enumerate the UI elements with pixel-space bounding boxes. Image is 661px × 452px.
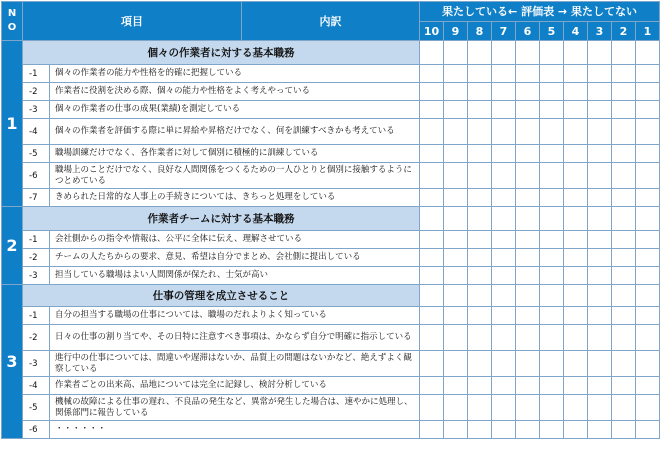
criterion-text: きめられた日常的な人事上の手続きについては、きちっと処理をしている xyxy=(50,189,420,207)
rating-cell[interactable] xyxy=(492,65,516,83)
rating-cell[interactable] xyxy=(636,41,660,65)
rating-cell[interactable] xyxy=(636,83,660,101)
criterion-row xyxy=(2,145,660,163)
rating-cell[interactable] xyxy=(540,377,564,395)
rating-cell[interactable] xyxy=(468,421,492,439)
rating-cell[interactable] xyxy=(588,267,612,285)
rating-cell[interactable] xyxy=(492,307,516,325)
header-row xyxy=(2,2,660,22)
rating-cell[interactable] xyxy=(564,189,588,207)
rating-cell[interactable] xyxy=(540,189,564,207)
rating-cell[interactable] xyxy=(516,249,540,267)
rating-cell[interactable] xyxy=(420,101,444,119)
rating-cell[interactable] xyxy=(564,377,588,395)
rating-cell[interactable] xyxy=(516,285,540,307)
rating-cell[interactable] xyxy=(516,395,540,421)
rating-cell[interactable] xyxy=(444,41,468,65)
rating-cell[interactable] xyxy=(444,65,468,83)
rating-cell[interactable] xyxy=(444,189,468,207)
rating-cell[interactable] xyxy=(444,377,468,395)
rating-cell[interactable] xyxy=(468,377,492,395)
rating-cell[interactable] xyxy=(588,307,612,325)
criterion-subnumber: -5 xyxy=(23,395,50,421)
rating-cell[interactable] xyxy=(636,377,660,395)
rating-cell[interactable] xyxy=(588,231,612,249)
criterion-subnumber: -3 xyxy=(23,351,50,377)
criterion-row xyxy=(2,65,660,83)
rating-cell[interactable] xyxy=(516,207,540,231)
rating-cell[interactable] xyxy=(612,267,636,285)
rating-cell[interactable] xyxy=(516,65,540,83)
rating-cell[interactable] xyxy=(444,267,468,285)
section-title: 仕事の管理を成立させること xyxy=(23,285,420,307)
rating-cell[interactable] xyxy=(540,395,564,421)
rating-cell[interactable] xyxy=(636,351,660,377)
rating-cell[interactable] xyxy=(444,119,468,145)
rating-cell[interactable] xyxy=(420,145,444,163)
criterion-row xyxy=(2,231,660,249)
rating-cell[interactable] xyxy=(468,267,492,285)
rating-cell[interactable] xyxy=(468,285,492,307)
rating-cell[interactable] xyxy=(612,231,636,249)
rating-cell[interactable] xyxy=(492,145,516,163)
rating-cell[interactable] xyxy=(612,395,636,421)
rating-cell[interactable] xyxy=(516,325,540,351)
rating-cell[interactable] xyxy=(612,351,636,377)
rating-cell[interactable] xyxy=(564,101,588,119)
rating-cell[interactable] xyxy=(636,231,660,249)
rating-cell[interactable] xyxy=(564,231,588,249)
rating-cell[interactable] xyxy=(540,421,564,439)
rating-cell[interactable] xyxy=(420,83,444,101)
rating-cell[interactable] xyxy=(516,377,540,395)
rating-cell[interactable] xyxy=(444,325,468,351)
criterion-text: 職場訓練だけでなく、各作業者に対して個別に積極的に訓練している xyxy=(50,145,420,163)
rating-cell[interactable] xyxy=(516,351,540,377)
scale-number-5: 5 xyxy=(540,22,564,41)
criterion-subnumber: -4 xyxy=(23,119,50,145)
criterion-text: 作業者ごとの出来高、品地については完全に記録し、検討分析している xyxy=(50,377,420,395)
rating-cell[interactable] xyxy=(612,163,636,189)
rating-cell[interactable] xyxy=(612,145,636,163)
rating-cell[interactable] xyxy=(492,395,516,421)
criterion-row xyxy=(2,189,660,207)
criterion-subnumber: -2 xyxy=(23,83,50,101)
rating-cell[interactable] xyxy=(564,421,588,439)
scale-number-2: 2 xyxy=(612,22,636,41)
criterion-row xyxy=(2,83,660,101)
rating-cell[interactable] xyxy=(468,189,492,207)
rating-cell[interactable] xyxy=(612,325,636,351)
criterion-subnumber: -1 xyxy=(23,231,50,249)
rating-cell[interactable] xyxy=(588,189,612,207)
rating-cell[interactable] xyxy=(468,231,492,249)
criterion-subnumber: -6 xyxy=(23,421,50,439)
rating-cell[interactable] xyxy=(612,421,636,439)
rating-cell[interactable] xyxy=(588,395,612,421)
rating-cell[interactable] xyxy=(636,285,660,307)
rating-cell[interactable] xyxy=(636,189,660,207)
rating-cell[interactable] xyxy=(420,351,444,377)
rating-cell[interactable] xyxy=(468,395,492,421)
item-column-header: 項目 xyxy=(23,2,242,41)
rating-cell[interactable] xyxy=(468,307,492,325)
rating-cell[interactable] xyxy=(516,231,540,249)
rating-cell[interactable] xyxy=(516,267,540,285)
rating-cell[interactable] xyxy=(636,267,660,285)
rating-cell[interactable] xyxy=(540,65,564,83)
rating-cell[interactable] xyxy=(492,325,516,351)
criterion-row xyxy=(2,421,660,439)
rating-cell[interactable] xyxy=(444,145,468,163)
rating-cell[interactable] xyxy=(420,307,444,325)
rating-cell[interactable] xyxy=(612,249,636,267)
rating-cell[interactable] xyxy=(564,395,588,421)
rating-cell[interactable] xyxy=(636,325,660,351)
rating-cell[interactable] xyxy=(636,207,660,231)
criterion-text: 作業者に役割を決める際、個々の能力や性格をよく考えやっている xyxy=(50,83,420,101)
criterion-text: 個々の作業者を評価する際に単に昇給や昇格だけでなく、何を訓練すべきかも考えている xyxy=(50,119,420,145)
rating-cell[interactable] xyxy=(420,189,444,207)
rating-cell[interactable] xyxy=(564,351,588,377)
rating-cell[interactable] xyxy=(540,101,564,119)
rating-cell[interactable] xyxy=(468,119,492,145)
criterion-row xyxy=(2,119,660,145)
rating-cell[interactable] xyxy=(516,145,540,163)
criterion-subnumber: -2 xyxy=(23,325,50,351)
rating-cell[interactable] xyxy=(564,119,588,145)
criterion-text: 機械の故障による仕事の遅れ、不良品の発生など、異常が発生した場合は、速やかに処理し、関係部門に報告している xyxy=(50,395,420,421)
rating-cell[interactable] xyxy=(444,231,468,249)
rating-cell[interactable] xyxy=(420,249,444,267)
criterion-text: ・・・・・・ xyxy=(50,421,420,439)
rating-cell[interactable] xyxy=(420,119,444,145)
scale-number-10: 10 xyxy=(420,22,444,41)
rating-cell[interactable] xyxy=(564,145,588,163)
rating-cell[interactable] xyxy=(588,351,612,377)
rating-cell[interactable] xyxy=(492,163,516,189)
scale-number-1: 1 xyxy=(636,22,660,41)
rating-cell[interactable] xyxy=(588,325,612,351)
rating-cell[interactable] xyxy=(636,119,660,145)
section-number: 2 xyxy=(2,207,23,285)
scale-number-7: 7 xyxy=(492,22,516,41)
rating-cell[interactable] xyxy=(444,163,468,189)
rating-cell[interactable] xyxy=(588,207,612,231)
criterion-text: 自分の担当する職場の仕事については、職場のだれよりよく知っている xyxy=(50,307,420,325)
rating-cell[interactable] xyxy=(516,307,540,325)
criterion-row xyxy=(2,377,660,395)
rating-cell[interactable] xyxy=(588,421,612,439)
rating-cell[interactable] xyxy=(492,351,516,377)
criterion-row xyxy=(2,249,660,267)
rating-cell[interactable] xyxy=(492,285,516,307)
rating-cell[interactable] xyxy=(612,65,636,83)
rating-cell[interactable] xyxy=(564,285,588,307)
section-title: 作業者チームに対する基本職務 xyxy=(23,207,420,231)
rating-cell[interactable] xyxy=(588,83,612,101)
rating-cell[interactable] xyxy=(492,267,516,285)
rating-cell[interactable] xyxy=(564,307,588,325)
rating-cell[interactable] xyxy=(540,145,564,163)
criterion-text: 進行中の仕事については、間違いや遅滞はないか、品質上の問題はないかなど、絶えずよく観察している xyxy=(50,351,420,377)
section-header-row xyxy=(2,41,660,65)
rating-cell[interactable] xyxy=(468,351,492,377)
criterion-subnumber: -3 xyxy=(23,267,50,285)
scale-number-6: 6 xyxy=(516,22,540,41)
rating-cell[interactable] xyxy=(540,351,564,377)
rating-cell[interactable] xyxy=(612,119,636,145)
criterion-row xyxy=(2,325,660,351)
rating-cell[interactable] xyxy=(468,207,492,231)
criterion-subnumber: -7 xyxy=(23,189,50,207)
rating-cell[interactable] xyxy=(564,207,588,231)
rating-cell[interactable] xyxy=(492,41,516,65)
criterion-text: 会社側からの指令や情報は、公平に全体に伝え、理解させている xyxy=(50,231,420,249)
criterion-text: チームの人たちからの要求、意見、希望は自分でまとめ、会社側に提出している xyxy=(50,249,420,267)
rating-cell[interactable] xyxy=(468,249,492,267)
scale-number-9: 9 xyxy=(444,22,468,41)
rating-cell[interactable] xyxy=(444,249,468,267)
criterion-text: 日々の仕事の割り当てや、その日特に注意すべき事項は、かならず自分で明確に指示している xyxy=(50,325,420,351)
rating-cell[interactable] xyxy=(420,377,444,395)
no-column-header: NO xyxy=(2,2,23,41)
rating-cell[interactable] xyxy=(516,41,540,65)
rating-cell[interactable] xyxy=(540,285,564,307)
rating-cell[interactable] xyxy=(564,65,588,83)
scale-number-4: 4 xyxy=(564,22,588,41)
rating-cell[interactable] xyxy=(540,325,564,351)
rating-cell[interactable] xyxy=(444,207,468,231)
rating-cell[interactable] xyxy=(636,307,660,325)
rating-cell[interactable] xyxy=(516,119,540,145)
rating-cell[interactable] xyxy=(420,421,444,439)
rating-cell[interactable] xyxy=(420,163,444,189)
rating-cell[interactable] xyxy=(540,83,564,101)
rating-cell[interactable] xyxy=(636,101,660,119)
scale-number-8: 8 xyxy=(468,22,492,41)
rating-cell[interactable] xyxy=(636,421,660,439)
rating-cell[interactable] xyxy=(540,119,564,145)
rating-cell[interactable] xyxy=(588,119,612,145)
rating-cell[interactable] xyxy=(492,249,516,267)
rating-cell[interactable] xyxy=(420,325,444,351)
section-title: 個々の作業者に対する基本職務 xyxy=(23,41,420,65)
rating-cell[interactable] xyxy=(612,207,636,231)
rating-cell[interactable] xyxy=(420,285,444,307)
rating-cell[interactable] xyxy=(636,65,660,83)
evaluation-sheet xyxy=(1,1,660,439)
rating-cell[interactable] xyxy=(492,189,516,207)
scale-number-3: 3 xyxy=(588,22,612,41)
criterion-subnumber: -5 xyxy=(23,145,50,163)
rating-cell[interactable] xyxy=(612,41,636,65)
criterion-subnumber: -3 xyxy=(23,101,50,119)
rating-cell[interactable] xyxy=(612,377,636,395)
rating-cell[interactable] xyxy=(588,163,612,189)
rating-cell[interactable] xyxy=(564,267,588,285)
rating-cell[interactable] xyxy=(612,307,636,325)
rating-cell[interactable] xyxy=(468,163,492,189)
criterion-row xyxy=(2,267,660,285)
rating-cell[interactable] xyxy=(492,421,516,439)
rating-cell[interactable] xyxy=(516,83,540,101)
rating-cell[interactable] xyxy=(492,231,516,249)
rating-cell[interactable] xyxy=(468,83,492,101)
criterion-row xyxy=(2,395,660,421)
rating-cell[interactable] xyxy=(588,65,612,83)
criterion-row xyxy=(2,351,660,377)
rating-cell[interactable] xyxy=(468,41,492,65)
criterion-text: 職場上のことだけでなく、良好な人間関係をつくるための一人ひとりと個別に接触するようにつとめている xyxy=(50,163,420,189)
criterion-subnumber: -2 xyxy=(23,249,50,267)
rating-cell[interactable] xyxy=(420,207,444,231)
section-number: 1 xyxy=(2,41,23,207)
rating-cell[interactable] xyxy=(468,145,492,163)
criterion-row xyxy=(2,307,660,325)
criterion-subnumber: -1 xyxy=(23,65,50,83)
rating-cell[interactable] xyxy=(588,145,612,163)
rating-cell[interactable] xyxy=(516,101,540,119)
rating-cell[interactable] xyxy=(444,101,468,119)
section-header-row xyxy=(2,207,660,231)
rating-cell[interactable] xyxy=(612,101,636,119)
rating-cell[interactable] xyxy=(636,249,660,267)
rating-cell[interactable] xyxy=(468,325,492,351)
section-number: 3 xyxy=(2,285,23,439)
rating-cell[interactable] xyxy=(468,101,492,119)
rating-cell[interactable] xyxy=(540,307,564,325)
rating-cell[interactable] xyxy=(516,189,540,207)
section-header-row xyxy=(2,285,660,307)
scale-title: 果たしている← 評価表 → 果たしてない xyxy=(420,2,660,22)
rating-cell[interactable] xyxy=(564,325,588,351)
rating-cell[interactable] xyxy=(588,101,612,119)
criterion-text: 個々の作業者の仕事の成果(業績)を測定している xyxy=(50,101,420,119)
rating-cell[interactable] xyxy=(612,83,636,101)
rating-cell[interactable] xyxy=(516,421,540,439)
rating-cell[interactable] xyxy=(444,351,468,377)
criterion-row xyxy=(2,101,660,119)
rating-cell[interactable] xyxy=(564,41,588,65)
rating-cell[interactable] xyxy=(588,249,612,267)
criterion-text: 個々の作業者の能力や性格を的確に把握している xyxy=(50,65,420,83)
rating-cell[interactable] xyxy=(540,267,564,285)
rating-cell[interactable] xyxy=(468,65,492,83)
rating-cell[interactable] xyxy=(444,285,468,307)
rating-cell[interactable] xyxy=(420,267,444,285)
rating-cell[interactable] xyxy=(588,377,612,395)
rating-cell[interactable] xyxy=(636,395,660,421)
criterion-row xyxy=(2,163,660,189)
criterion-subnumber: -1 xyxy=(23,307,50,325)
rating-cell[interactable] xyxy=(564,249,588,267)
rating-cell[interactable] xyxy=(444,83,468,101)
rating-cell[interactable] xyxy=(492,377,516,395)
criterion-text: 担当している職場はよい人間関係が保たれ、士気が高い xyxy=(50,267,420,285)
rating-cell[interactable] xyxy=(612,285,636,307)
rating-cell[interactable] xyxy=(420,41,444,65)
rating-cell[interactable] xyxy=(540,163,564,189)
rating-cell[interactable] xyxy=(588,285,612,307)
rating-cell[interactable] xyxy=(612,189,636,207)
rating-cell[interactable] xyxy=(564,83,588,101)
rating-cell[interactable] xyxy=(492,101,516,119)
criterion-subnumber: -4 xyxy=(23,377,50,395)
rating-cell[interactable] xyxy=(540,231,564,249)
rating-cell[interactable] xyxy=(420,231,444,249)
rating-cell[interactable] xyxy=(636,163,660,189)
rating-cell[interactable] xyxy=(444,395,468,421)
rating-cell[interactable] xyxy=(540,249,564,267)
content-column-header: 内訳 xyxy=(242,2,420,41)
rating-cell[interactable] xyxy=(492,119,516,145)
rating-cell[interactable] xyxy=(492,207,516,231)
rating-cell[interactable] xyxy=(420,65,444,83)
rating-cell[interactable] xyxy=(588,41,612,65)
criterion-subnumber: -6 xyxy=(23,163,50,189)
rating-cell[interactable] xyxy=(540,207,564,231)
rating-cell[interactable] xyxy=(444,307,468,325)
rating-cell[interactable] xyxy=(444,421,468,439)
rating-cell[interactable] xyxy=(564,163,588,189)
rating-cell[interactable] xyxy=(540,41,564,65)
rating-cell[interactable] xyxy=(492,83,516,101)
rating-cell[interactable] xyxy=(516,163,540,189)
rating-cell[interactable] xyxy=(420,395,444,421)
rating-cell[interactable] xyxy=(636,145,660,163)
